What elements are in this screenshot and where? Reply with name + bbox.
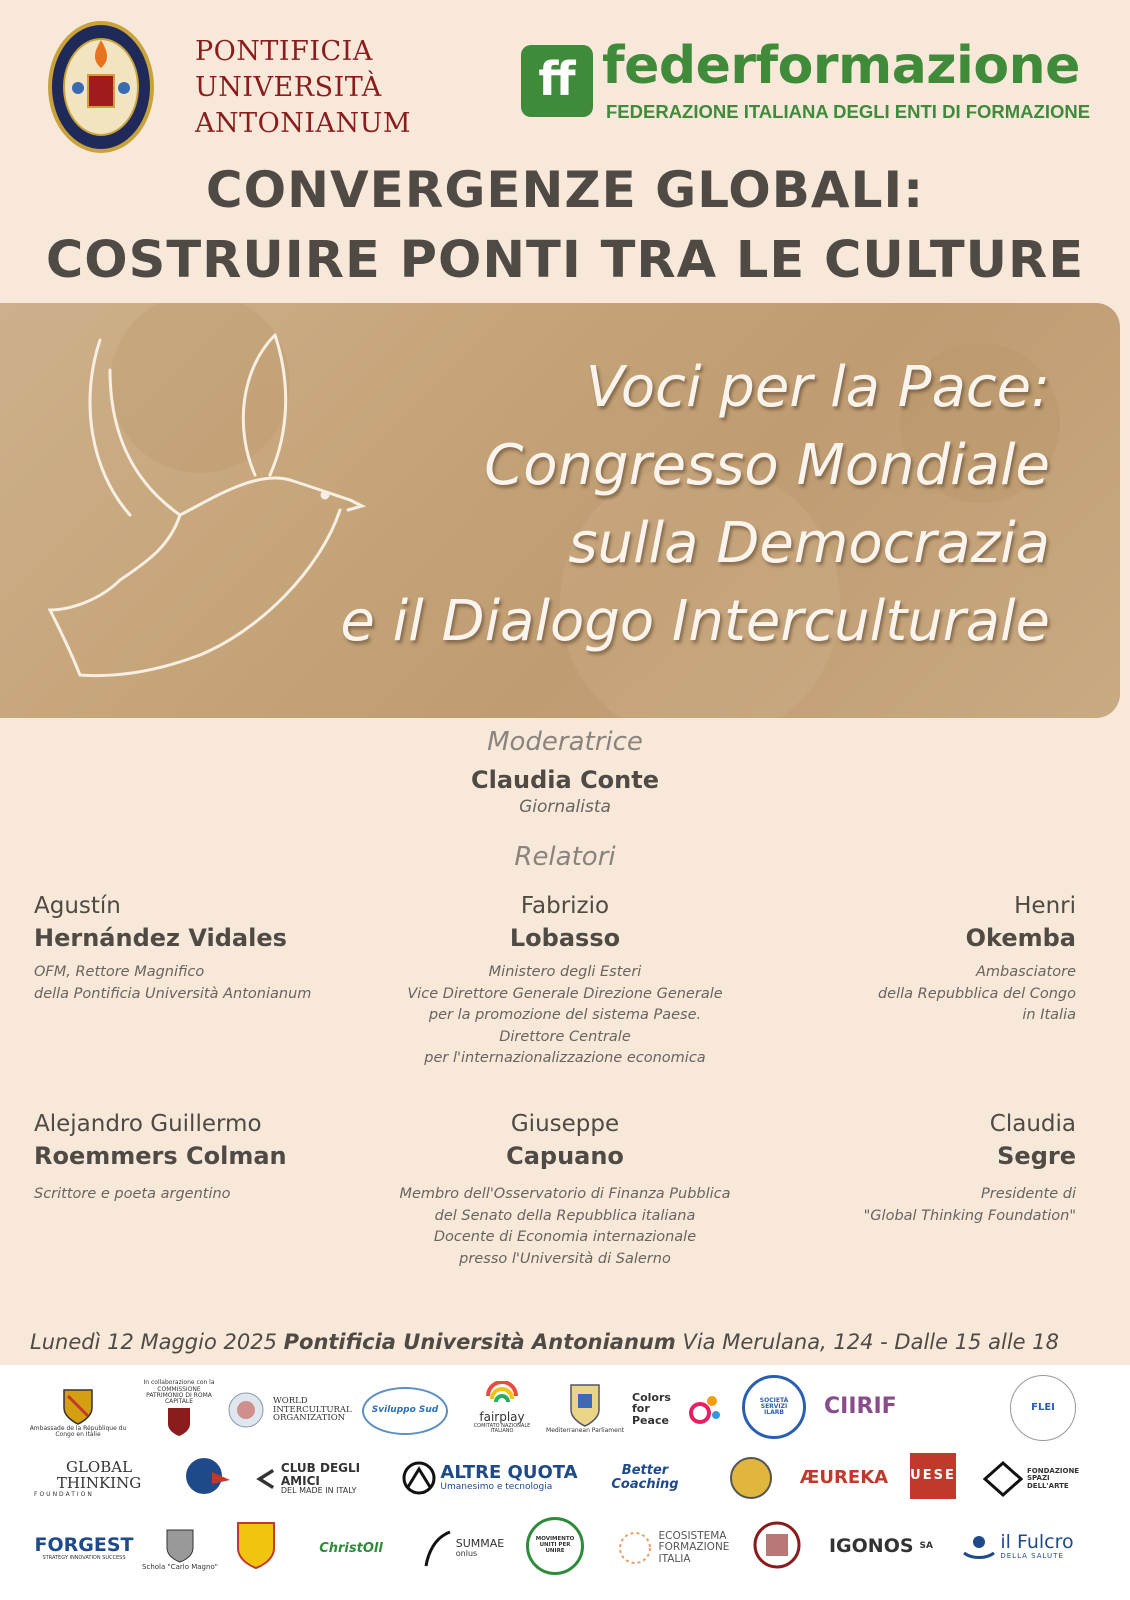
speaker-card — [34, 1113, 394, 1206]
federformazione-name: federformazione — [602, 36, 1080, 96]
speakers-label: Relatori — [514, 842, 616, 872]
speaker-first-name: Henri — [1014, 893, 1076, 919]
partner-logo-aeureka: ÆUREKA — [799, 1466, 889, 1488]
partner-logo-sviluppo-sud: Sviluppo Sud — [362, 1387, 448, 1435]
moderator-name: Claudia Conte — [470, 766, 659, 794]
chevron-icon — [256, 1467, 275, 1491]
shield-icon — [165, 1528, 195, 1564]
partner-logo-mediterranean-parliament: Mediterranean Parliament — [546, 1373, 624, 1443]
speaker-first-name: Giuseppe — [510, 1111, 620, 1137]
partner-logo-bird — [176, 1451, 242, 1507]
partner-logo-roma-capitale: In collaborazione con la COMMISSIONE PATRIMONIO DI ROMA CAPITALE — [140, 1377, 218, 1441]
bird-icon — [182, 1454, 236, 1504]
banner-subtitle-line: Voci per la Pace: — [585, 355, 1050, 420]
rings-icon — [485, 1381, 519, 1411]
speaker-description: OFM, Rettore Magnifico della Pontificia Università Antonianum — [34, 964, 312, 1002]
speaker-first-name: Alejandro Guillermo — [34, 1111, 262, 1137]
speaker-card — [34, 895, 394, 1005]
partner-logo-ciirif: CIIRIF — [824, 1394, 897, 1420]
moderator-label: Moderatrice — [487, 727, 643, 757]
banner-subtitle-line: e il Dialogo Interculturale — [340, 589, 1050, 654]
speaker-description: Membro dell'Osservatorio di Finanza Pubblica del Senato della Repubblica italiana Docente di Economia internazionale presso l'Università di Salerno — [399, 1186, 731, 1267]
partner-logo-guardia — [720, 1451, 782, 1505]
partner-logo-ilarb: SOCIETÀ SERVIZI ILARB — [742, 1375, 806, 1439]
federformazione-logo-mark: ff — [521, 45, 593, 117]
main-title-line-2: COSTRUIRE PONTI TRA LE CULTURE — [45, 231, 1085, 290]
partner-logo-uniti-per-unire: MOVIMENTO UNITI PER UNIRE — [526, 1517, 584, 1575]
speaker-first-name: Claudia — [989, 1111, 1076, 1137]
partner-logo-crest-yellow — [228, 1517, 284, 1573]
speaker-last-name: Capuano — [506, 1142, 624, 1170]
emblem-icon — [752, 1520, 802, 1570]
speaker-description: Ministero degli Esteri Vice Direttore Generale Direzione Generale per la promozione del sistema Paese. Direttore Centrale per l'internazionalizzazione economica — [407, 964, 723, 1066]
hands-icon — [962, 1531, 996, 1563]
speaker-card — [716, 1113, 1076, 1227]
event-date: Lunedì 12 Maggio 2025 — [30, 1330, 277, 1354]
moderator-role: Giornalista — [519, 797, 611, 817]
partner-logo-schola-carlo-magno: Schola "Carlo Magno" — [140, 1519, 220, 1581]
partner-logo-ecosistema: ECOSISTEMA FORMAZIONE ITALIA — [608, 1523, 738, 1573]
diamond-icon — [983, 1461, 1023, 1497]
university-name-line: ANTONIANUM — [195, 108, 412, 139]
speaker-last-name: Segre — [997, 1142, 1076, 1170]
shield-icon — [166, 1406, 192, 1438]
university-name-line: PONTIFICIA — [195, 36, 373, 67]
partner-logo-congo-embassy: Ambassade de la République du Congo en Italie — [28, 1383, 128, 1441]
partner-logo-uese: UESE — [910, 1453, 956, 1499]
speaker-first-name: Fabrizio — [520, 893, 610, 919]
banner-subtitle-line: sulla Democrazia — [568, 511, 1050, 576]
badge-icon — [728, 1455, 774, 1501]
main-title-line-1: CONVERGENZE GLOBALI: — [205, 161, 925, 219]
partner-logo-round-emblem — [750, 1517, 804, 1573]
swoosh-icon — [424, 1528, 454, 1568]
globe-icon — [223, 1390, 269, 1430]
speaker-first-name: Agustín — [34, 893, 121, 919]
network-icon — [617, 1530, 653, 1566]
color-swirl-icon — [688, 1389, 722, 1429]
partner-logo-flei: FLEI — [1010, 1375, 1076, 1441]
partner-logo-igonos: IGONOS SA — [828, 1535, 933, 1558]
university-seal — [48, 20, 154, 154]
partner-logo-altre-quota: ALTRE QUOTA Umanesimo e tecnologia — [400, 1455, 580, 1501]
speaker-last-name: Lobasso — [509, 924, 621, 952]
speaker-description: Presidente di "Global Thinking Foundation" — [863, 1186, 1076, 1224]
event-details — [30, 1330, 1059, 1354]
speaker-card — [385, 895, 745, 1070]
partner-logo-summae: SUMMAE onlus — [414, 1525, 514, 1571]
partner-logo-club-amici: CLUB DEGLI AMICI DEL MADE IN ITALY — [256, 1459, 386, 1499]
speaker-card — [385, 1113, 745, 1270]
speaker-card — [716, 895, 1076, 1027]
crest-icon — [235, 1520, 277, 1570]
speaker-description: Ambasciatore della Repubblica del Congo in Italia — [877, 964, 1076, 1023]
speaker-last-name: Hernández Vidales — [34, 924, 287, 952]
event-venue: Pontificia Università Antonianum — [283, 1330, 676, 1354]
speaker-description: Scrittore e poeta argentino — [34, 1186, 231, 1202]
partner-logo-il-fulcro: il Fulcro DELLA SALUTE — [952, 1525, 1084, 1569]
partner-logo-christoll: ChristOll — [319, 1541, 383, 1557]
dove-icon — [40, 310, 370, 689]
emblem-icon — [568, 1382, 602, 1428]
banner-subtitle-line: Congresso Mondiale — [484, 433, 1050, 498]
partner-logo-spazi-arte: FONDAZIONE SPAZI DELL'ARTE — [980, 1459, 1090, 1499]
partner-logo-colors-for-peace: Colors for Peace — [632, 1379, 722, 1439]
federformazione-subtitle: FEDERAZIONE ITALIANA DEGLI ENTI DI FORMAZIONE — [606, 101, 1091, 122]
partner-logo-forgest: FORGEST STRATEGY INNOVATION SUCCESS — [34, 1534, 134, 1562]
partner-logo-global-thinking: GLOBAL THINKING FOUNDATION — [34, 1458, 142, 1498]
partner-logo-better-coaching: Better Coaching — [611, 1463, 679, 1492]
event-address: Via Merulana, 124 - Dalle 15 alle 18 — [682, 1330, 1059, 1354]
mountain-icon — [402, 1461, 436, 1495]
speaker-last-name: Okemba — [965, 924, 1076, 952]
partner-logo-world-intercultural: WORLD INTERCULTURAL ORGANIZATION — [222, 1387, 354, 1433]
partner-logos — [0, 1365, 1130, 1600]
partner-logo-fairplay: fairplay COMITATO NAZIONALE ITALIANO — [462, 1375, 542, 1441]
speaker-last-name: Roemmers Colman — [34, 1142, 287, 1170]
university-name-line: UNIVERSITÀ — [195, 72, 382, 103]
crest-icon — [58, 1386, 98, 1426]
